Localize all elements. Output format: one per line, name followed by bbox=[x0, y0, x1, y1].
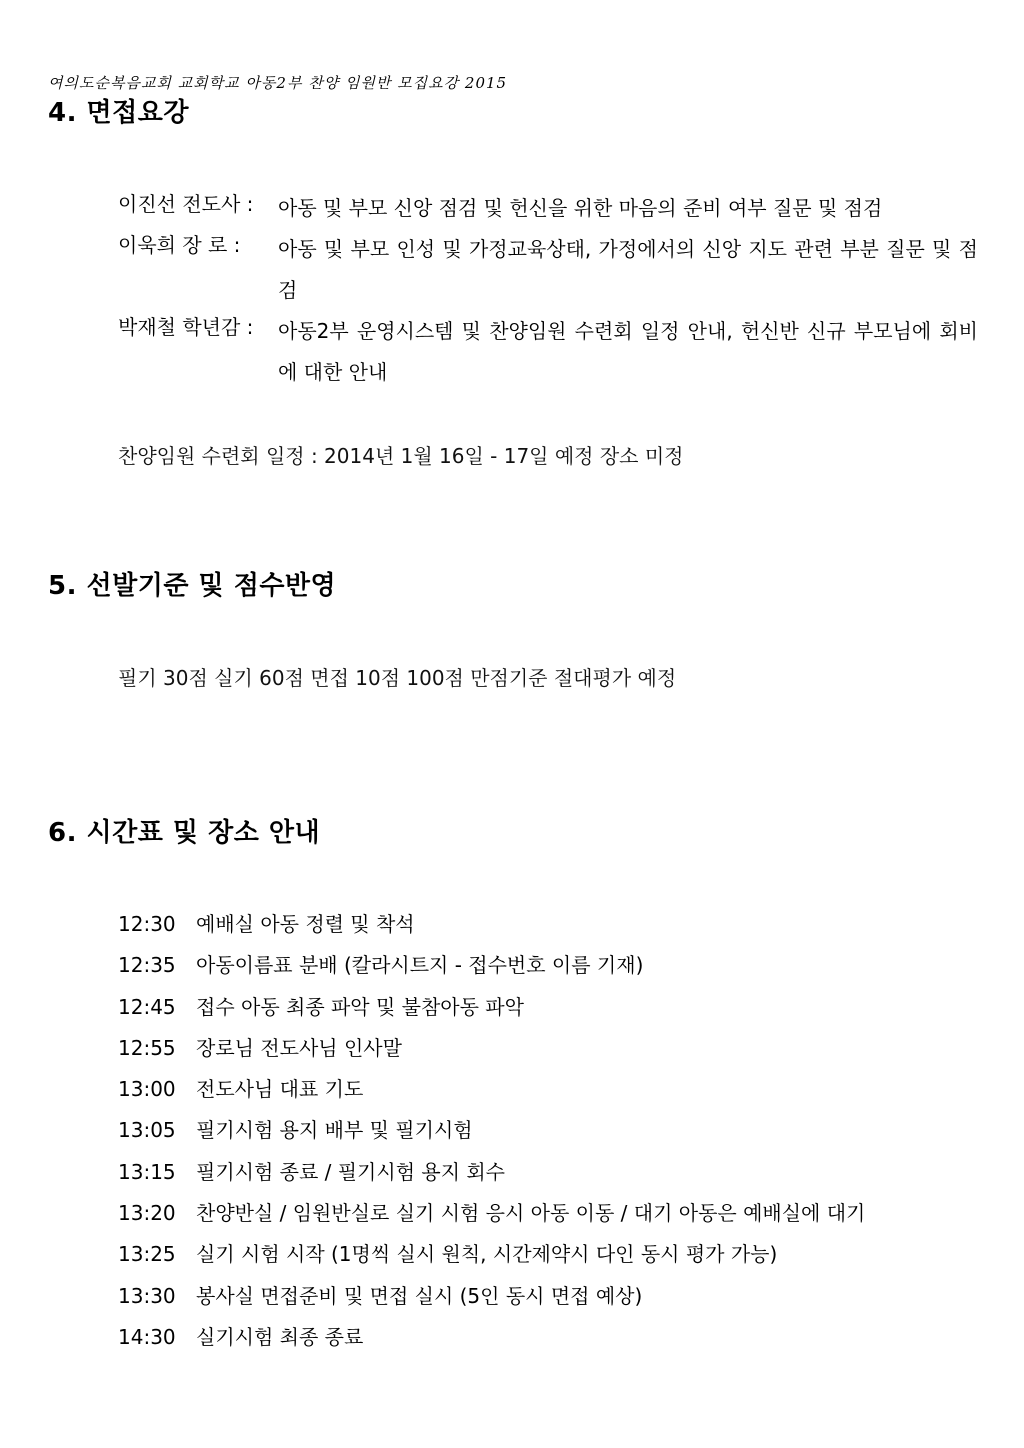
schedule-time: 12:55 bbox=[118, 1035, 176, 1060]
schedule-text: 실기 시험 시작 (1명씩 실시 원칙, 시간제약시 다인 동시 평가 가능) bbox=[196, 1242, 778, 1267]
interviewer-name: 박재철 학년감 : bbox=[118, 315, 254, 339]
interviewer-name: 이욱희 장 로 : bbox=[118, 233, 241, 257]
interviewer-desc: 아동2부 운영시스템 및 찬양임원 수련회 일정 안내, 헌신반 신규 부모님에 회비에 대한 안내 bbox=[278, 319, 978, 384]
interviewer-desc: 아동 및 부모 신앙 점검 및 헌신을 위한 마음의 준비 여부 질문 및 점검 bbox=[278, 196, 883, 220]
schedule-item bbox=[118, 987, 865, 1028]
schedule-time: 12:45 bbox=[118, 994, 176, 1019]
schedule-item bbox=[118, 1193, 865, 1234]
schedule-item bbox=[118, 1276, 865, 1317]
selection-criteria: 필기 30점 실기 60점 면접 10점 100점 만점기준 절대평가 예정 bbox=[118, 666, 677, 690]
schedule-text: 실기시험 최종 종료 bbox=[196, 1324, 364, 1349]
retreat-schedule: 찬양임원 수련회 일정 : 2014년 1월 16일 - 17일 예정 장소 미정 bbox=[118, 444, 684, 468]
schedule-item bbox=[118, 1069, 865, 1110]
schedule-time: 13:15 bbox=[118, 1159, 176, 1184]
schedule-item bbox=[118, 945, 865, 986]
schedule-time: 14:30 bbox=[118, 1324, 176, 1349]
schedule-item bbox=[118, 1028, 865, 1069]
section-5-title: 5. 선발기준 및 점수반영 bbox=[48, 571, 337, 601]
section-6-title: 6. 시간표 및 장소 안내 bbox=[48, 818, 321, 848]
interviewer-desc: 아동 및 부모 인성 및 가정교육상태, 가정에서의 신앙 지도 관련 부분 질문 및 점검 bbox=[278, 237, 978, 302]
schedule-text: 장로님 전도사님 인사말 bbox=[196, 1035, 402, 1060]
schedule-time: 13:20 bbox=[118, 1201, 176, 1226]
schedule-text: 아동이름표 분배 (칼라시트지 - 접수번호 이름 기재) bbox=[196, 953, 644, 978]
document-header: 여의도순복음교회 교회학교 아동2부 찬양 임원반 모집요강 2015 bbox=[48, 74, 508, 92]
schedule-text: 찬양반실 / 임원반실로 실기 시험 응시 아동 이동 / 대기 아동은 예배실에 대기 bbox=[196, 1201, 866, 1226]
schedule-text: 접수 아동 최종 파악 및 불참아동 파악 bbox=[196, 994, 524, 1019]
schedule-item bbox=[118, 1152, 865, 1193]
schedule-text: 필기시험 용지 배부 및 필기시험 bbox=[196, 1118, 473, 1143]
schedule-time: 13:30 bbox=[118, 1283, 176, 1308]
interviewer-name: 이진선 전도사 : bbox=[118, 192, 254, 216]
schedule-item bbox=[118, 1110, 865, 1151]
section-4-title: 4. 면접요강 bbox=[48, 98, 189, 128]
schedule-text: 봉사실 면접준비 및 면접 실시 (5인 동시 면접 예상) bbox=[196, 1283, 643, 1308]
schedule-item bbox=[118, 1317, 865, 1358]
schedule-time: 12:35 bbox=[118, 953, 176, 978]
schedule-list bbox=[118, 904, 865, 1358]
schedule-text: 필기시험 종료 / 필기시험 용지 회수 bbox=[196, 1159, 506, 1184]
schedule-time: 12:30 bbox=[118, 912, 176, 936]
schedule-text: 예배실 아동 정렬 및 착석 bbox=[196, 912, 415, 936]
schedule-time: 13:05 bbox=[118, 1118, 176, 1143]
schedule-item bbox=[118, 904, 865, 945]
schedule-text: 전도사님 대표 기도 bbox=[196, 1077, 364, 1102]
schedule-time: 13:00 bbox=[118, 1077, 176, 1102]
schedule-time: 13:25 bbox=[118, 1242, 176, 1267]
schedule-item bbox=[118, 1234, 865, 1275]
